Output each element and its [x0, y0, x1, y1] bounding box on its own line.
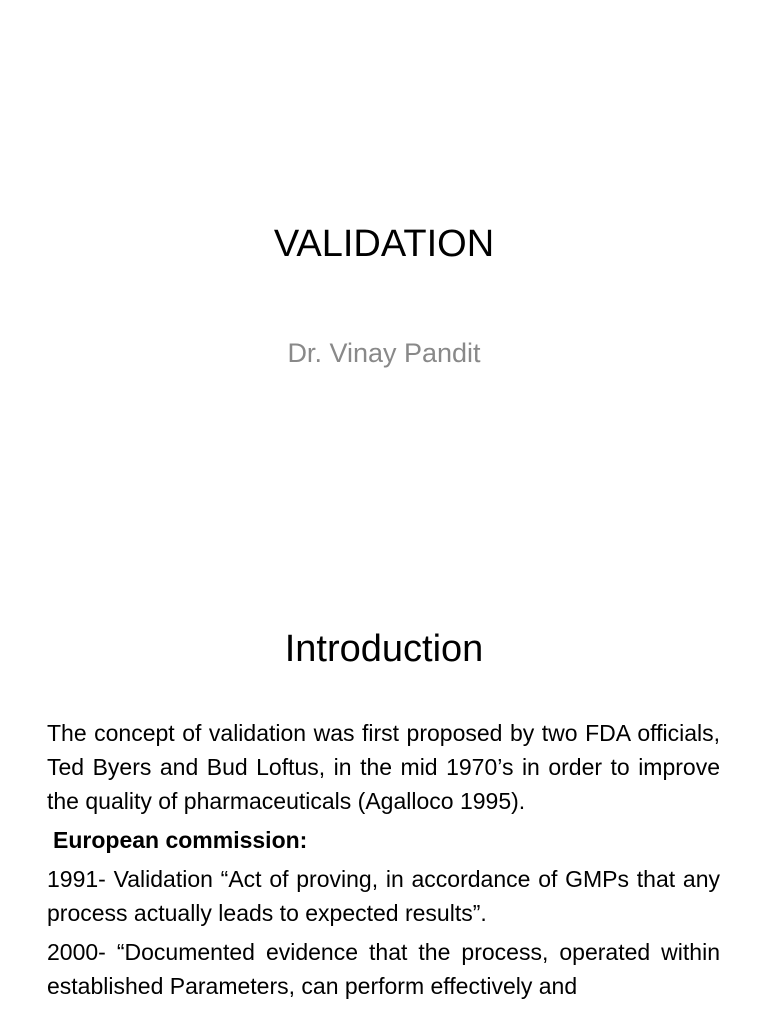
body-paragraph: 1991- Validation “Act of proving, in accordance of GMPs that any process actually leads to expected results”. — [47, 866, 720, 926]
slide-introduction — [0, 576, 768, 1024]
body-paragraph: The concept of validation was first proposed by two FDA officials, Ted Byers and Bud Loftus, in the mid 1970’s in order to improve the quality of pharmaceuticals (Agalloco 1995). — [47, 720, 720, 814]
author-subtitle: Dr. Vinay Pandit — [287, 338, 481, 368]
introduction-heading: Introduction — [284, 628, 484, 670]
slide-title-heading: VALIDATION — [273, 223, 495, 265]
section-label: European commission: — [53, 827, 308, 853]
introduction-body — [47, 716, 720, 1008]
body-paragraph: 2000- “Documented evidence that the process, operated within established Parameters, can perform effectively and — [47, 939, 720, 999]
